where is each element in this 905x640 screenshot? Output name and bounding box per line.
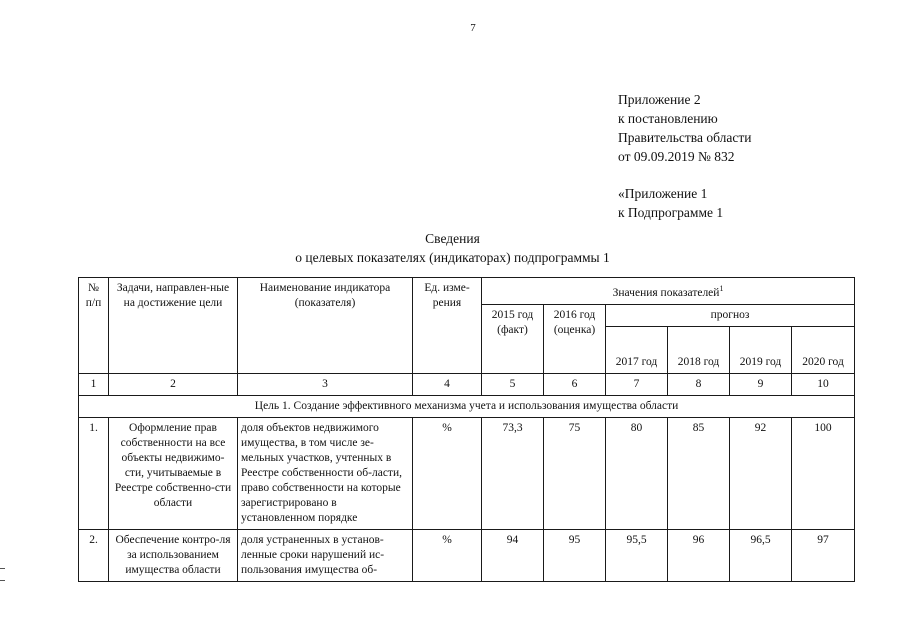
header-2019: 2019 год bbox=[730, 326, 792, 373]
row-unit: % bbox=[413, 417, 482, 529]
document-heading bbox=[0, 229, 905, 267]
appendix-sub-line: к Подпрограмме 1 bbox=[618, 205, 724, 220]
row-num: 2. bbox=[79, 529, 109, 581]
heading-subtitle: о целевых показателях (индикаторах) подпрограммы 1 bbox=[295, 250, 610, 265]
header-2015: 2015 год (факт) bbox=[482, 304, 544, 373]
row-value: 73,3 bbox=[482, 417, 544, 529]
column-number: 6 bbox=[544, 373, 606, 395]
header-indicator: Наименование индикатора (показателя) bbox=[238, 278, 413, 374]
header-2018: 2018 год bbox=[668, 326, 730, 373]
column-number: 10 bbox=[792, 373, 855, 395]
appendix-block bbox=[618, 90, 751, 222]
header-unit: Ед. изме-рения bbox=[413, 278, 482, 374]
header-tasks: Задачи, направлен-ные на достижение цели bbox=[109, 278, 238, 374]
header-2017: 2017 год bbox=[606, 326, 668, 373]
row-unit: % bbox=[413, 529, 482, 581]
appendix-line: от 09.09.2019 № 832 bbox=[618, 149, 735, 164]
table-row bbox=[79, 529, 855, 581]
column-number-row bbox=[79, 373, 855, 395]
row-indicator: доля устраненных в установ-ленные сроки нарушений ис-пользования имущества об- bbox=[238, 529, 413, 581]
heading-title: Сведения bbox=[425, 231, 480, 246]
row-task: Оформление прав собственности на все объекты недвижимо-сти, учитываемые в Реестре собственно-сти области bbox=[109, 417, 238, 529]
goal-row: Цель 1. Создание эффективного механизма учета и использования имущества области bbox=[79, 395, 855, 417]
row-value: 96,5 bbox=[730, 529, 792, 581]
row-num: 1. bbox=[79, 417, 109, 529]
row-task: Обеспечение контро-ля за использованием имущества области bbox=[109, 529, 238, 581]
appendix-line: к постановлению bbox=[618, 111, 718, 126]
header-2020: 2020 год bbox=[792, 326, 855, 373]
column-number: 2 bbox=[109, 373, 238, 395]
column-number: 8 bbox=[668, 373, 730, 395]
column-number: 5 bbox=[482, 373, 544, 395]
row-value: 92 bbox=[730, 417, 792, 529]
scan-edge-mark bbox=[0, 580, 5, 581]
header-values-footnote: 1 bbox=[719, 284, 724, 293]
header-forecast: прогноз bbox=[606, 304, 855, 326]
row-indicator: доля объектов недвижимого имущества, в том числе зе-мельных участков, учтенных в Реестре собственности об-ласти, право собственности на которые зарегистрировано в установленном порядке bbox=[238, 417, 413, 529]
column-number: 4 bbox=[413, 373, 482, 395]
row-value: 75 bbox=[544, 417, 606, 529]
row-value: 95 bbox=[544, 529, 606, 581]
appendix-line: Приложение 2 bbox=[618, 92, 701, 107]
row-value: 100 bbox=[792, 417, 855, 529]
row-value: 80 bbox=[606, 417, 668, 529]
column-number: 9 bbox=[730, 373, 792, 395]
column-number: 3 bbox=[238, 373, 413, 395]
row-value: 94 bbox=[482, 529, 544, 581]
page-number: 7 bbox=[470, 22, 476, 34]
header-values-label: Значения показателей bbox=[612, 286, 720, 299]
column-number: 7 bbox=[606, 373, 668, 395]
row-value: 95,5 bbox=[606, 529, 668, 581]
row-value: 85 bbox=[668, 417, 730, 529]
row-value: 97 bbox=[792, 529, 855, 581]
scan-edge-mark bbox=[0, 568, 5, 569]
header-values bbox=[482, 278, 855, 305]
row-value: 96 bbox=[668, 529, 730, 581]
header-2016: 2016 год (оценка) bbox=[544, 304, 606, 373]
indicators-table bbox=[78, 277, 855, 582]
header-num: № п/п bbox=[79, 278, 109, 374]
column-number: 1 bbox=[79, 373, 109, 395]
appendix-line: Правительства области bbox=[618, 130, 752, 145]
table-row bbox=[79, 417, 855, 529]
appendix-sub-line: «Приложение 1 bbox=[618, 186, 708, 201]
